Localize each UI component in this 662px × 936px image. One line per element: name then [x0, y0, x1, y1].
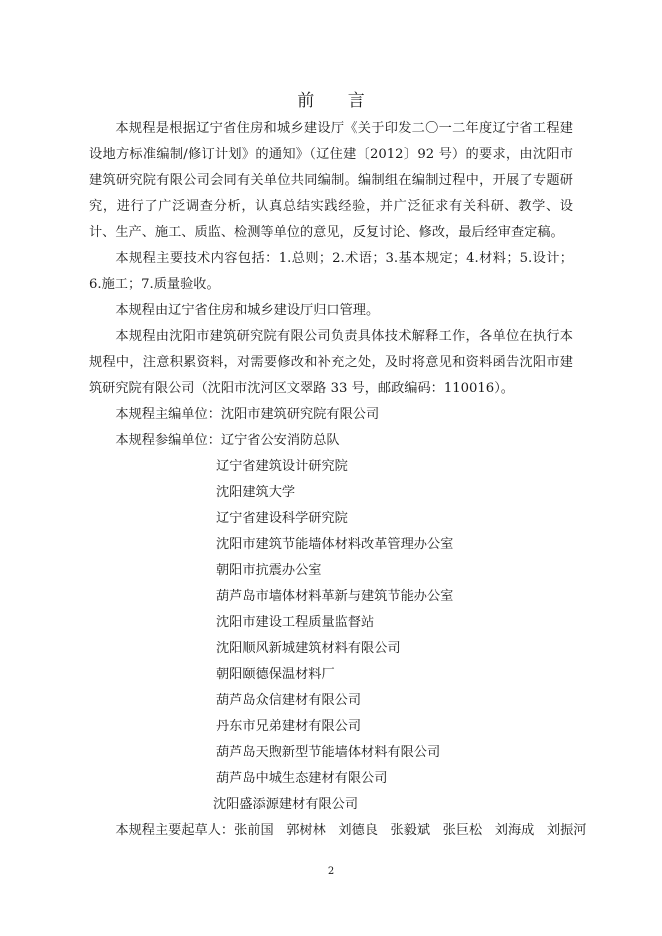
participating-unit: 沈阳顺风新城建筑材料有限公司 — [216, 641, 401, 656]
document-body — [89, 116, 587, 844]
page-number: 2 — [327, 866, 335, 877]
participating-unit: 沈阳盛添源建材有限公司 — [213, 797, 359, 812]
page-title: 前 言 — [297, 91, 379, 111]
participating-unit: 葫芦岛市墙体材料革新与建筑节能办公室 — [216, 589, 454, 604]
paragraph-management: 本规程由辽宁省住房和城乡建设厅归口管理。 — [115, 303, 380, 318]
participating-unit: 丹东市兄弟建材有限公司 — [216, 719, 362, 734]
participating-unit: 朝阳市抗震办公室 — [216, 563, 322, 578]
participating-unit: 辽宁省建设科学研究院 — [216, 511, 348, 526]
participating-unit: 葫芦岛中城生态建材有限公司 — [216, 771, 388, 786]
participating-unit: 沈阳建筑大学 — [216, 485, 296, 500]
participating-units-label: 本规程参编单位：辽宁省公安消防总队 — [115, 433, 340, 448]
paragraph-interpretation: 本规程由沈阳市建筑研究院有限公司负责具体技术解释工作，各单位在执行本规程中，注意积累资料，对需要修改和补充之处，及时将意见和资料函告沈阳市建筑研究院有限公司（沈阳市沈河区文翠路 33 号，邮政编码：110016）。 — [89, 329, 573, 396]
participating-unit: 葫芦岛天煦新型节能墙体材料有限公司 — [216, 745, 441, 760]
participating-unit: 沈阳市建设工程质量监督站 — [216, 615, 375, 630]
participating-unit: 葫芦岛众信建材有限公司 — [216, 693, 362, 708]
participating-unit: 沈阳市建筑节能墙体材料改革管理办公室 — [216, 537, 454, 552]
main-drafters: 本规程主要起草人：张前国 郭树林 刘德良 张毅斌 张巨松 刘海成 刘振河 — [115, 823, 587, 838]
paragraph-intro: 本规程是根据辽宁省住房和城乡建设厅《关于印发二〇一二年度辽宁省工程建设地方标准编制/修订计划》的通知》（辽住建〔2012〕92 号）的要求，由沈阳市建筑研究院有限公司会同有关单位共同编制。编制组在编制过程中，开展了专题研究，进行了广泛调查分析，认真总结实践经验，并广泛征求有关科研、教学、设计、生产、施工、质监、检测等单位的意见，反复讨论、修改，最后经审查定稿。 — [89, 121, 573, 240]
chief-editing-unit: 本规程主编单位：沈阳市建筑研究院有限公司 — [115, 407, 380, 422]
participating-unit: 辽宁省建筑设计研究院 — [216, 459, 348, 474]
paragraph-technical-contents: 本规程主要技术内容包括：1.总则；2.术语；3.基本规定；4.材料；5.设计；6.施工；7.质量验收。 — [89, 251, 573, 292]
participating-unit: 朝阳颐德保温材料厂 — [216, 667, 335, 682]
